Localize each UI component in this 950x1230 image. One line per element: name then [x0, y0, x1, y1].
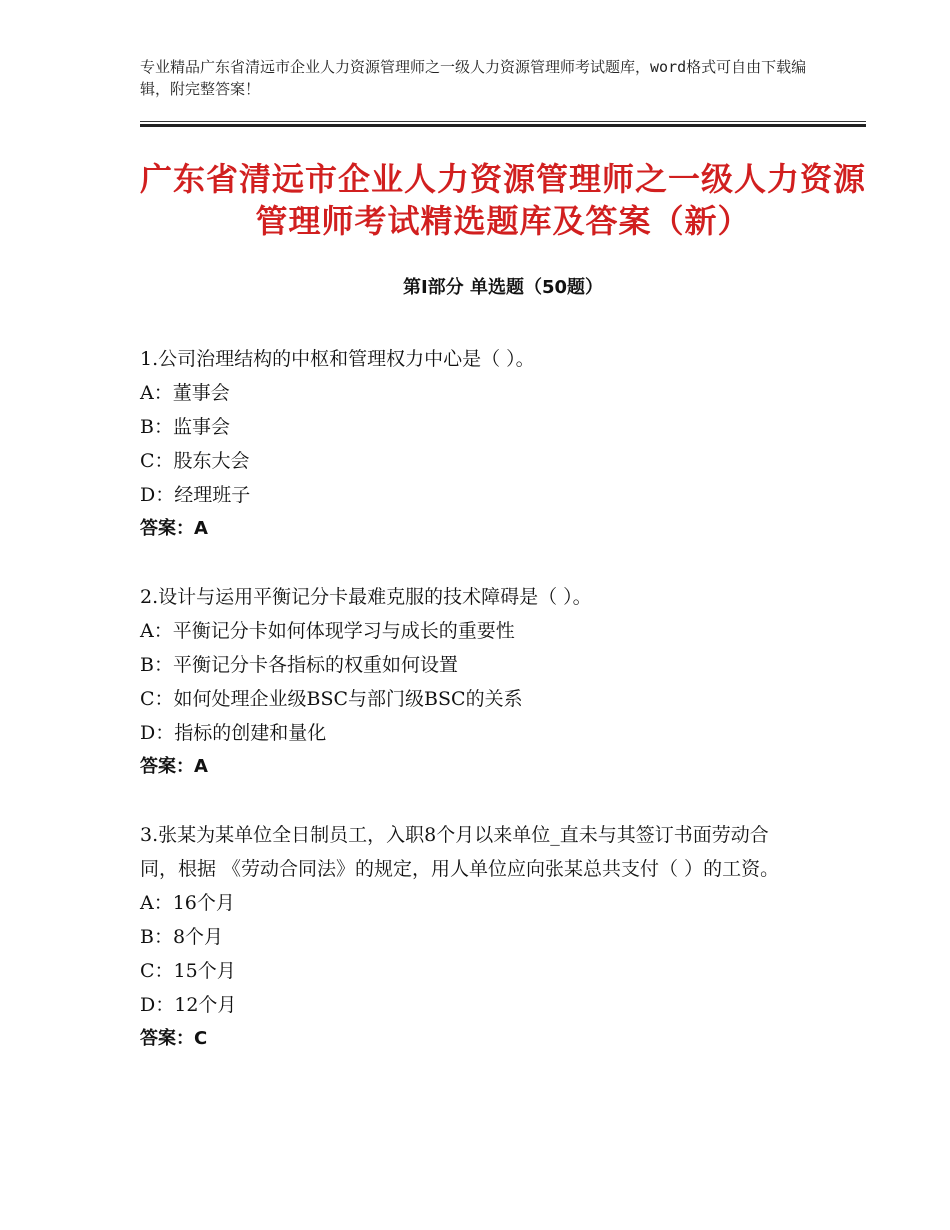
- question-stem: 3.张某为某单位全日制员工，入职8个月以来单位_直未与其签订书面劳动合同，根据 《劳动合同法》的规定，用人单位应向张某总共支付（ ）的工资。: [140, 824, 780, 880]
- option-a: A：董事会: [140, 382, 230, 404]
- option-c: C：股东大会: [140, 450, 250, 472]
- answer-line: [140, 1022, 806, 1056]
- option-c: C：15个月: [140, 960, 236, 982]
- answer-label: 答案：: [140, 1028, 194, 1049]
- answer-line: [140, 750, 806, 784]
- answer-value: A: [194, 518, 208, 539]
- option-b: B：8个月: [140, 926, 224, 948]
- question-stem: 2.设计与运用平衡记分卡最难克服的技术障碍是（ ）。: [140, 586, 592, 608]
- answer-line: [140, 512, 806, 546]
- section-heading: 第Ⅰ部分 单选题（50题）: [402, 277, 603, 298]
- header-rule-thin: [140, 121, 866, 122]
- question-stem: 1.公司治理结构的中枢和管理权力中心是（ ）。: [140, 348, 535, 370]
- option-d: D：12个月: [140, 994, 237, 1016]
- header-rule-thick: [140, 124, 866, 127]
- answer-value: C: [194, 1028, 208, 1049]
- answer-value: A: [194, 756, 208, 777]
- option-b: B：监事会: [140, 416, 230, 438]
- option-d: D：指标的创建和量化: [140, 722, 327, 744]
- question-3: [140, 818, 806, 1056]
- question-list: [140, 342, 806, 1090]
- option-a: A：16个月: [140, 892, 235, 914]
- header-note: 专业精品广东省清远市企业人力资源管理师之一级人力资源管理师考试题库，word格式可自由下载编辑，附完整答案！: [140, 58, 807, 98]
- document-title: 广东省清远市企业人力资源管理师之一级人力资源管理师考试精选题库及答案（新）: [140, 160, 867, 240]
- answer-label: 答案：: [140, 518, 194, 539]
- question-2: [140, 580, 806, 784]
- option-d: D：经理班子: [140, 484, 251, 506]
- answer-label: 答案：: [140, 756, 194, 777]
- option-c: C：如何处理企业级BSC与部门级BSC的关系: [140, 688, 523, 710]
- option-b: B：平衡记分卡各指标的权重如何设置: [140, 654, 458, 676]
- option-a: A：平衡记分卡如何体现学习与成长的重要性: [140, 620, 515, 642]
- question-1: [140, 342, 806, 546]
